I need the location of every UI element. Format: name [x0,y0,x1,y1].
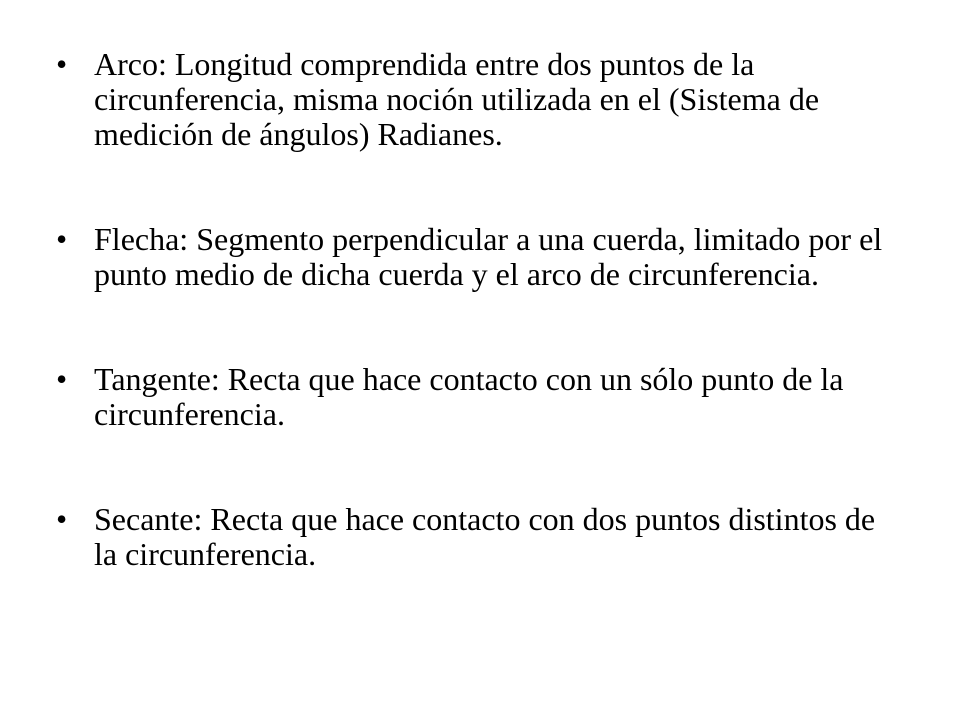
bullet-text-tangente: Tangente: Recta que hace contacto con un sólo punto de la circunferencia. [94,361,844,432]
bullet-item-arco [56,47,896,152]
bullet-item-secante [56,502,896,572]
bullet-text-flecha: Flecha: Segmento perpendicular a una cuerda, limitado por el punto medio de dicha cuerda y el arco de circunferencia. [94,221,883,292]
bullet-icon: • [56,361,68,397]
bullet-list [56,47,896,572]
bullet-item-tangente [56,362,896,432]
bullet-text-secante: Secante: Recta que hace contacto con dos puntos distintos de la circunferencia. [94,501,876,572]
bullet-text-arco: Arco: Longitud comprendida entre dos puntos de la circunferencia, misma noción utilizada en el (Sistema de medición de ángulos) Radianes. [94,46,820,152]
bullet-item-flecha [56,222,896,292]
bullet-icon: • [56,46,68,82]
bullet-icon: • [56,501,68,537]
bullet-icon: • [56,221,68,257]
